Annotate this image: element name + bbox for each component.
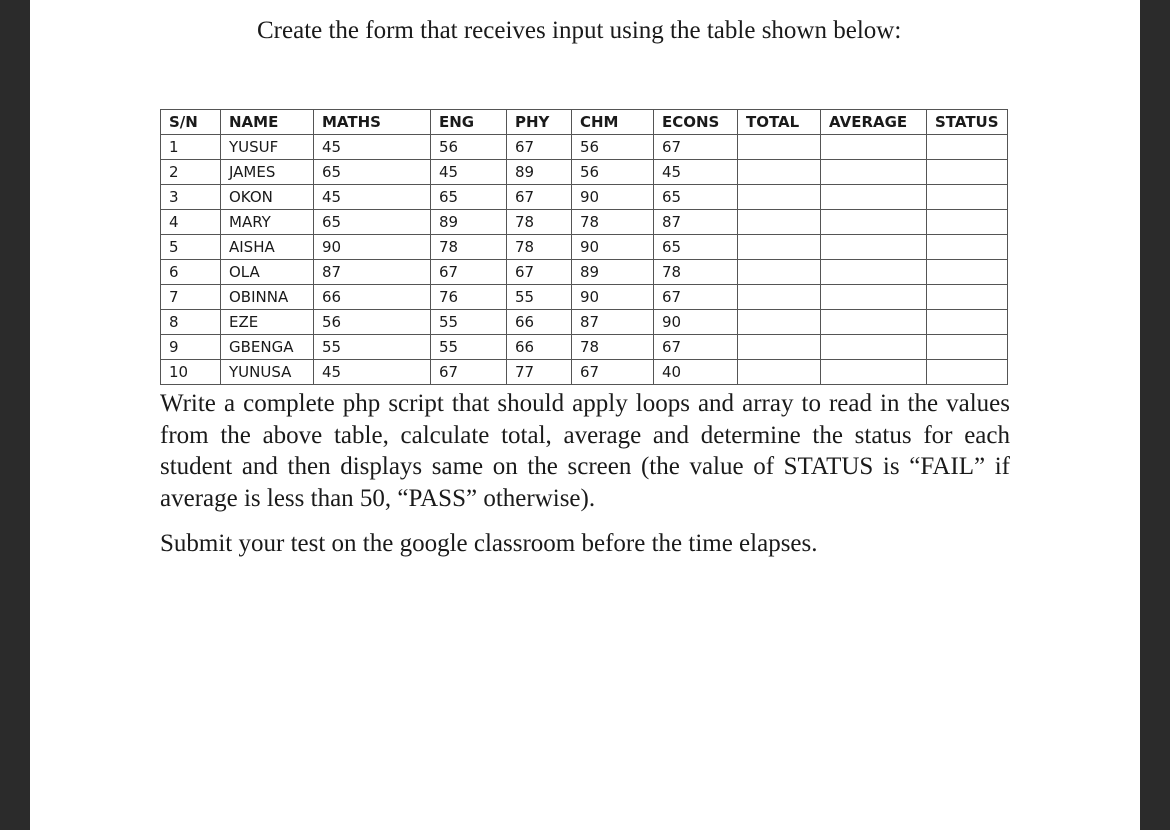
cell-sn: 5 bbox=[161, 235, 221, 260]
cell-total bbox=[738, 235, 821, 260]
cell-chm: 90 bbox=[572, 235, 654, 260]
cell-phy: 78 bbox=[507, 210, 572, 235]
cell-average bbox=[821, 360, 927, 385]
cell-average bbox=[821, 285, 927, 310]
cell-status bbox=[927, 310, 1008, 335]
cell-econs: 78 bbox=[654, 260, 738, 285]
cell-average bbox=[821, 310, 927, 335]
header-maths: MATHS bbox=[314, 110, 431, 135]
table-row bbox=[161, 285, 1008, 310]
cell-maths: 45 bbox=[314, 135, 431, 160]
cell-name: OBINNA bbox=[221, 285, 314, 310]
cell-name: OKON bbox=[221, 185, 314, 210]
table-row bbox=[161, 160, 1008, 185]
cell-sn: 6 bbox=[161, 260, 221, 285]
cell-total bbox=[738, 185, 821, 210]
cell-sn: 1 bbox=[161, 135, 221, 160]
cell-maths: 65 bbox=[314, 210, 431, 235]
table-header-row bbox=[161, 110, 1008, 135]
cell-name: GBENGA bbox=[221, 335, 314, 360]
cell-status bbox=[927, 185, 1008, 210]
cell-eng: 56 bbox=[431, 135, 507, 160]
cell-chm: 89 bbox=[572, 260, 654, 285]
cell-status bbox=[927, 135, 1008, 160]
student-scores-table bbox=[160, 109, 1008, 385]
cell-name: MARY bbox=[221, 210, 314, 235]
table-row bbox=[161, 235, 1008, 260]
cell-status bbox=[927, 360, 1008, 385]
cell-eng: 67 bbox=[431, 260, 507, 285]
cell-eng: 55 bbox=[431, 310, 507, 335]
cell-sn: 8 bbox=[161, 310, 221, 335]
header-phy: PHY bbox=[507, 110, 572, 135]
cell-chm: 78 bbox=[572, 335, 654, 360]
document-page bbox=[30, 0, 1140, 830]
cell-phy: 55 bbox=[507, 285, 572, 310]
cell-econs: 67 bbox=[654, 135, 738, 160]
instructions-paragraph: Write a complete php script that should apply loops and array to read in the values from the above table, calculate total, average and determine the status for each student and then displays same on the screen (the value of STATUS is “FAIL” if average is less than 50, “PASS” otherwise). bbox=[160, 390, 1010, 512]
cell-status bbox=[927, 160, 1008, 185]
table-row bbox=[161, 335, 1008, 360]
table-row bbox=[161, 260, 1008, 285]
cell-econs: 67 bbox=[654, 335, 738, 360]
cell-maths: 66 bbox=[314, 285, 431, 310]
cell-maths: 65 bbox=[314, 160, 431, 185]
cell-status bbox=[927, 260, 1008, 285]
cell-econs: 40 bbox=[654, 360, 738, 385]
cell-chm: 56 bbox=[572, 135, 654, 160]
cell-phy: 78 bbox=[507, 235, 572, 260]
cell-sn: 2 bbox=[161, 160, 221, 185]
cell-econs: 65 bbox=[654, 185, 738, 210]
cell-average bbox=[821, 210, 927, 235]
cell-sn: 3 bbox=[161, 185, 221, 210]
cell-chm: 67 bbox=[572, 360, 654, 385]
cell-name: AISHA bbox=[221, 235, 314, 260]
header-average: AVERAGE bbox=[821, 110, 927, 135]
cell-chm: 56 bbox=[572, 160, 654, 185]
cell-eng: 67 bbox=[431, 360, 507, 385]
cell-sn: 10 bbox=[161, 360, 221, 385]
cell-total bbox=[738, 210, 821, 235]
header-total: TOTAL bbox=[738, 110, 821, 135]
cell-phy: 67 bbox=[507, 185, 572, 210]
cell-name: EZE bbox=[221, 310, 314, 335]
cell-chm: 78 bbox=[572, 210, 654, 235]
cell-name: OLA bbox=[221, 260, 314, 285]
cell-chm: 90 bbox=[572, 285, 654, 310]
cell-status bbox=[927, 335, 1008, 360]
cell-total bbox=[738, 260, 821, 285]
cell-econs: 45 bbox=[654, 160, 738, 185]
cell-econs: 87 bbox=[654, 210, 738, 235]
table-row bbox=[161, 185, 1008, 210]
cell-sn: 7 bbox=[161, 285, 221, 310]
cell-econs: 90 bbox=[654, 310, 738, 335]
question-heading: Create the form that receives input using the table shown below: bbox=[257, 17, 902, 44]
cell-total bbox=[738, 135, 821, 160]
cell-phy: 77 bbox=[507, 360, 572, 385]
cell-phy: 89 bbox=[507, 160, 572, 185]
cell-maths: 45 bbox=[314, 360, 431, 385]
cell-phy: 67 bbox=[507, 135, 572, 160]
cell-average bbox=[821, 260, 927, 285]
cell-average bbox=[821, 185, 927, 210]
cell-name: YUSUF bbox=[221, 135, 314, 160]
cell-average bbox=[821, 335, 927, 360]
cell-status bbox=[927, 210, 1008, 235]
cell-econs: 65 bbox=[654, 235, 738, 260]
cell-eng: 78 bbox=[431, 235, 507, 260]
header-eng: ENG bbox=[431, 110, 507, 135]
cell-sn: 9 bbox=[161, 335, 221, 360]
header-status: STATUS bbox=[927, 110, 1008, 135]
table-row bbox=[161, 310, 1008, 335]
cell-eng: 89 bbox=[431, 210, 507, 235]
cell-eng: 45 bbox=[431, 160, 507, 185]
header-sn: S/N bbox=[161, 110, 221, 135]
cell-total bbox=[738, 285, 821, 310]
table-row bbox=[161, 360, 1008, 385]
cell-status bbox=[927, 285, 1008, 310]
cell-total bbox=[738, 310, 821, 335]
cell-maths: 87 bbox=[314, 260, 431, 285]
cell-average bbox=[821, 235, 927, 260]
cell-eng: 65 bbox=[431, 185, 507, 210]
header-econs: ECONS bbox=[654, 110, 738, 135]
cell-maths: 56 bbox=[314, 310, 431, 335]
cell-average bbox=[821, 160, 927, 185]
cell-eng: 55 bbox=[431, 335, 507, 360]
table-row bbox=[161, 210, 1008, 235]
cell-phy: 67 bbox=[507, 260, 572, 285]
header-name: NAME bbox=[221, 110, 314, 135]
cell-total bbox=[738, 360, 821, 385]
cell-eng: 76 bbox=[431, 285, 507, 310]
cell-name: JAMES bbox=[221, 160, 314, 185]
cell-phy: 66 bbox=[507, 310, 572, 335]
cell-chm: 90 bbox=[572, 185, 654, 210]
cell-maths: 55 bbox=[314, 335, 431, 360]
header-chm: CHM bbox=[572, 110, 654, 135]
cell-name: YUNUSA bbox=[221, 360, 314, 385]
cell-maths: 90 bbox=[314, 235, 431, 260]
cell-total bbox=[738, 160, 821, 185]
submit-note: Submit your test on the google classroom before the time elapses. bbox=[160, 530, 818, 557]
cell-status bbox=[927, 235, 1008, 260]
table-row bbox=[161, 135, 1008, 160]
cell-chm: 87 bbox=[572, 310, 654, 335]
cell-econs: 67 bbox=[654, 285, 738, 310]
cell-phy: 66 bbox=[507, 335, 572, 360]
cell-sn: 4 bbox=[161, 210, 221, 235]
cell-average bbox=[821, 135, 927, 160]
cell-total bbox=[738, 335, 821, 360]
cell-maths: 45 bbox=[314, 185, 431, 210]
